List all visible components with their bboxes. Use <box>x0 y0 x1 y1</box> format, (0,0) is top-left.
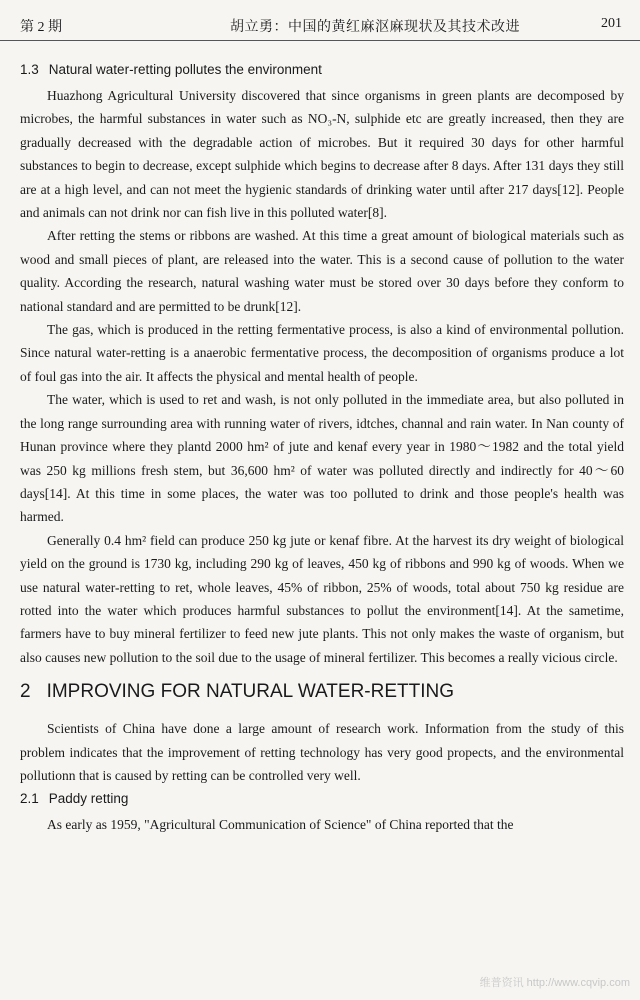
paragraph: The water, which is used to ret and wash, is not only polluted in the immediate area, but also polluted in the long range surrounding area with running water of rivers, idtches, channal and rain water. In Nan county of Hunan province where they plantd 2000 hm² of jute and kenaf every year in 1980～1982 and the total yield was 250 kg millions fresh stem, but 36,600 hm² of water was polluted directly and indirectly for 40～60 days[14]. At this time in some places, the water was too polluted to drink and those people's health was harmed. <box>20 392 624 525</box>
section-title: Natural water-retting pollutes the environment <box>48 62 322 77</box>
section-number: 2.1 <box>20 791 39 807</box>
article-body <box>20 60 624 837</box>
running-title: 胡立勇：中国的黄红麻沤麻现状及其技术改进 <box>230 20 520 35</box>
section-1-3-heading <box>20 62 624 82</box>
paragraph: Huazhong Agricultural University discovered that since organisms in green plants are decomposed by microbes, the harmful substances in water such as NO₃-N, sulphide etc are greatly increased, then they are gradually decreased with the degradable action of microbes. But it required 30 days for other harmful substances to begin to decrease, except sulphide which begins to decrease after 8 days. After 131 days they still are at a high level, and can not meet the hygienic standards of drinking water until after 217 days[12]. People and animals can not drink nor can fish live in this polluted water[8]. <box>20 88 624 221</box>
paragraph: After retting the stems or ribbons are washed. At this time a great amount of biological materials such as wood and small pieces of plant, are released into the water. This is a second cause of pollution to the water quality. According the research, natural washing water must be stored over 30 days before they conform to national standard and are permitted to be drunk[12]. <box>20 228 624 314</box>
section-title: Paddy retting <box>48 791 129 807</box>
section-number: 1.3 <box>20 62 39 77</box>
paragraph: Generally 0.4 hm² field can produce 250 kg jute or kenaf fibre. At the harvest its dry weight of biological yield on the ground is 1730 kg, including 290 kg of leaves, 450 kg of ribbons and 990 kg of woods. When we use natural water-retting to ret, whole leaves, 45% of ribbon, 25% of woods, total about 750 kg residue are rotted into the water which produces harmful substances to pollut the environment[14]. At the sametime, farmers have to buy mineral fertilizer to feed new jute plants. This not only makes the waste of organism, but also causes new pollution to the soil due to the usage of mineral fertilizer. This becomes a really vicious circle. <box>20 532 624 665</box>
paragraph: Scientists of China have done a large amount of research work. Information from the study of this problem indicates that the improvement of retting technology has very good propects, and the environmental pollutionn that is caused by retting can be controlled very well. <box>20 721 624 783</box>
running-header <box>0 0 640 41</box>
issue-number: 第 2 期 <box>20 20 62 35</box>
paragraph: As early as 1959, "Agricultural Communication of Science" of China reported that the <box>47 817 514 833</box>
watermark: 维普资讯 http://www.cqvip.com <box>479 977 630 989</box>
section-2-1-heading <box>20 791 624 811</box>
section-number: 2 <box>20 681 31 703</box>
page-number: 201 <box>601 16 622 31</box>
paragraph: The gas, which is produced in the retting fermentative process, is also a kind of environmental pollution. Since natural water-retting is a anaerobic fermentative process, the decomposition of organisms produce a lot of foul gas into the air. It affects the physical and mental health of people. <box>20 322 624 384</box>
section-title: IMPROVING FOR NATURAL WATER-RETTING <box>46 681 455 703</box>
section-2-heading <box>20 681 624 709</box>
